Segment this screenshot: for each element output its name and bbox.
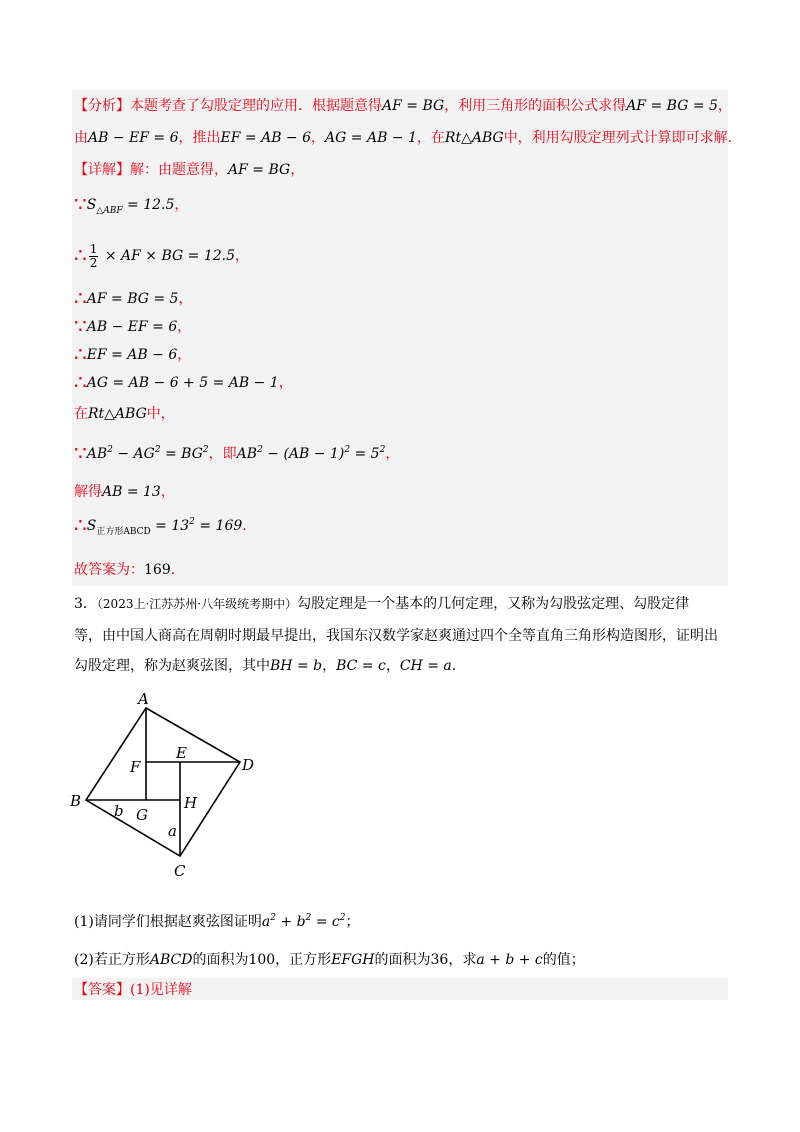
- label-D: D: [242, 756, 255, 774]
- outer-square: [86, 708, 240, 856]
- step-5: ∴EF = AB − 6，: [74, 342, 192, 366]
- label-E: E: [176, 744, 187, 762]
- step-4: ∵AB − EF = 6，: [74, 314, 192, 338]
- question-source: （2023上·江苏苏州·八年级统考期中）: [96, 597, 298, 611]
- detail-tag: 【详解】: [74, 162, 130, 178]
- step-8: $\because AB^2 - AG^2 = BG^2$，即$AB^2 - (AB - 1)^2 = 5^2$，: [74, 441, 400, 465]
- label-b: b: [114, 802, 124, 820]
- question-number: 3．: [74, 596, 97, 612]
- question-line-2: 等，由中国人商高在周朝时期最早提出，我国东汉数学家赵爽通过四个全等直角三角形构造图形，证明出: [74, 628, 718, 644]
- detail-line: 【详解】解：由题意得，AF = BG，: [74, 162, 305, 178]
- question-line-3: 勾股定理，称为赵爽弦图，其中BH = b，BC = c，CH = a．: [74, 658, 466, 674]
- step-7: 在Rt△ABG中，: [74, 406, 175, 422]
- analysis-line-1: 【分析】本题考查了勾股定理的应用．根据题意得AF = BG，利用三角形的面积公式求得AF = BG = 5，: [74, 98, 732, 114]
- label-G: G: [136, 806, 148, 824]
- question-part-1: (1)请同学们根据赵爽弦图证明$a^2 + b^2 = c^2$；: [74, 913, 360, 930]
- answer-tag: 【答案】: [74, 982, 130, 998]
- label-C: C: [174, 862, 186, 880]
- question-part-2: (2)若正方形ABCD的面积为100，正方形EFGH的面积为36，求a + b + c的值；: [74, 952, 585, 968]
- zhao-shuang-diagram: [60, 680, 280, 890]
- label-F: F: [130, 758, 141, 776]
- step-1: $\because S_{\triangle ABF} = 12.5$，: [74, 192, 189, 216]
- analysis-line-2: 由AB − EF = 6，推出EF = AB − 6，AG = AB − 1，在Rt△ABG中，利用勾股定理列式计算即可求解．: [74, 130, 742, 146]
- final-answer-line: 故答案为：169．: [74, 562, 185, 578]
- label-a: a: [168, 822, 177, 840]
- label-B: B: [70, 792, 82, 810]
- step-3: ∴AF = BG = 5，: [74, 286, 193, 310]
- question-line-1: 3．（2023上·江苏苏州·八年级统考期中）勾股定理是一个基本的几何定理，又称为勾股弦定理、勾股定律: [74, 596, 690, 612]
- analysis-tag: 【分析】: [74, 98, 130, 114]
- step-10: $\therefore S_{正方形ABCD} = 13^2 = 169$．: [74, 513, 257, 537]
- answer-line: 【答案】(1)见详解: [74, 982, 192, 998]
- step-6: ∴AG = AB − 6 + 5 = AB − 1，: [74, 370, 293, 394]
- label-H: H: [184, 794, 198, 812]
- step-9: 解得AB = 13，: [74, 484, 175, 500]
- step-2: ∴ $\frac{1}{2}$ × AF × BG = 12.5，: [74, 241, 249, 270]
- label-A: A: [138, 690, 149, 708]
